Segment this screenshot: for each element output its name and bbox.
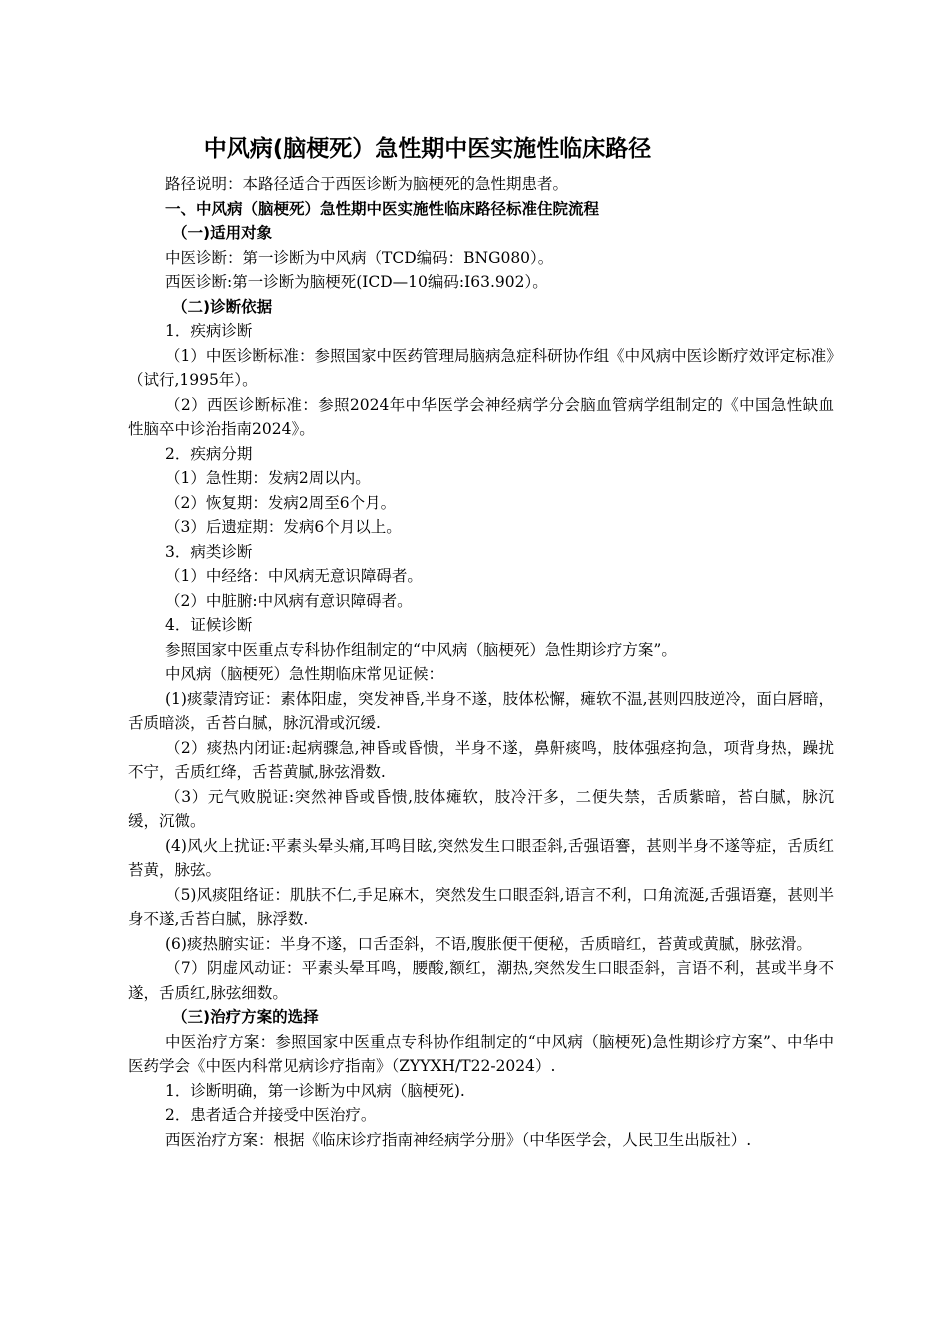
section-heading-standard-flow: 一、中风病（脑梗死）急性期中医实施性临床路径标准住院流程 <box>165 199 600 218</box>
tcm-diagnosis-line: 中医诊断：第一诊断为中风病（TCD编码：BNG080）。 <box>165 248 554 267</box>
syndrome-5: （5)风痰阻络证：肌肤不仁,手足麻木，突然发生口眼歪斜,语言不利，口角流涎,舌强语蹇，甚则半身不遂,舌苔白腻，脉浮数. <box>128 885 834 928</box>
path-description: 路径说明：本路径适合于西医诊断为脑梗死的急性期患者。 <box>165 175 569 193</box>
syndrome-7: （7）阴虚风动证：平素头晕耳鸣，腰酸,额红，潮热,突然发生口眼歪斜，言语不利，甚或半身不遂，舌质红,脉弦细数。 <box>128 959 834 1002</box>
syndrome-4: (4)风火上扰证:平素头晕头痛,耳鸣目眩,突然发生口眼歪斜,舌强语謇，甚则半身不遂等症，舌质红苔黄，脉弦。 <box>128 836 834 879</box>
stage-recovery: （2）恢复期：发病2周至6个月。 <box>165 493 397 512</box>
stage-acute: （1）急性期：发病2周以内。 <box>165 469 371 487</box>
wm-diagnosis-line: 西医诊断:第一诊断为脑梗死(ICD—10编码:I63.902）。 <box>165 273 548 291</box>
treatment-condition-1: 1．诊断明确，第一诊断为中风病（脑梗死). <box>165 1081 465 1100</box>
syndrome-3: （3）元气败脱证:突然神昏或昏愦,肢体瘫软，肢冷汗多，二便失禁，舌质紫暗，苔白腻，脉沉缓，沉微。 <box>128 787 834 830</box>
item-heading-syndrome-diagnosis: 4．证候诊断 <box>165 616 253 634</box>
document-body <box>128 172 834 1152</box>
treatment-condition-2: 2．患者适合并接受中医治疗。 <box>165 1106 377 1124</box>
item-heading-disease-stage: 2．疾病分期 <box>165 444 253 463</box>
category-viscera: （2）中脏腑:中风病有意识障碍者。 <box>165 591 413 610</box>
syndrome-1: (1)痰蒙清窍证：素体阳虚，突发神昏,半身不遂，肢体松懈，瘫软不温,甚则四肢逆冷，面白唇暗，舌质暗淡，舌苔白腻，脉沉滑或沉缓. <box>128 689 834 732</box>
subsection-heading-diagnosis-basis: （二)诊断依据 <box>172 297 273 316</box>
paragraph-wm-standard: （2）西医诊断标准：参照2024年中华医学会神经病学分会脑血管病学组制定的《中国急性缺血性脑卒中诊治指南2024》。 <box>128 395 834 438</box>
syndrome-6: (6)痰热腑实证：半身不遂，口舌歪斜，不语,腹胀便干便秘，舌质暗红，苔黄或黄腻，脉弦滑。 <box>165 934 812 953</box>
item-heading-disease-diagnosis: 1．疾病诊断 <box>165 322 253 340</box>
category-meridian: （1）中经络：中风病无意识障碍者。 <box>165 567 423 585</box>
subsection-heading-applicable-objects: （一)适用对象 <box>172 224 273 242</box>
syndrome-common-intro: 中风病（脑梗死）急性期临床常见证候： <box>165 665 445 683</box>
tcm-treatment-plan: 中医治疗方案：参照国家中医重点专科协作组制定的“中风病（脑梗死)急性期诊疗方案”、中华中医药学会《中医内科常见病诊疗指南》（ZYYXH/T22-2024）. <box>128 1032 834 1075</box>
item-heading-disease-category: 3．病类诊断 <box>165 542 253 561</box>
syndrome-2: （2）痰热内闭证:起病骤急,神昏或昏愦，半身不遂，鼻鼾痰鸣，肢体强痉拘急，项背身热，躁扰不宁，舌质红绛，舌苔黄腻,脉弦滑数. <box>128 738 834 781</box>
subsection-heading-treatment-selection: （三)治疗方案的选择 <box>172 1008 319 1026</box>
paragraph-tcm-standard: （1）中医诊断标准：参照国家中医药管理局脑病急症科研协作组《中风病中医诊断疗效评定标准》（试行,1995年）。 <box>128 346 834 389</box>
document-title: 中风病(脑梗死）急性期中医实施性临床路径 <box>203 136 652 162</box>
syndrome-reference: 参照国家中医重点专科协作组制定的“中风病（脑梗死）急性期诊疗方案”。 <box>165 640 677 659</box>
stage-sequela: （3）后遗症期：发病6个月以上。 <box>165 518 402 536</box>
wm-treatment-plan: 西医治疗方案：根据《临床诊疗指南神经病学分册》（中华医学会，人民卫生出版社）. <box>165 1130 752 1149</box>
